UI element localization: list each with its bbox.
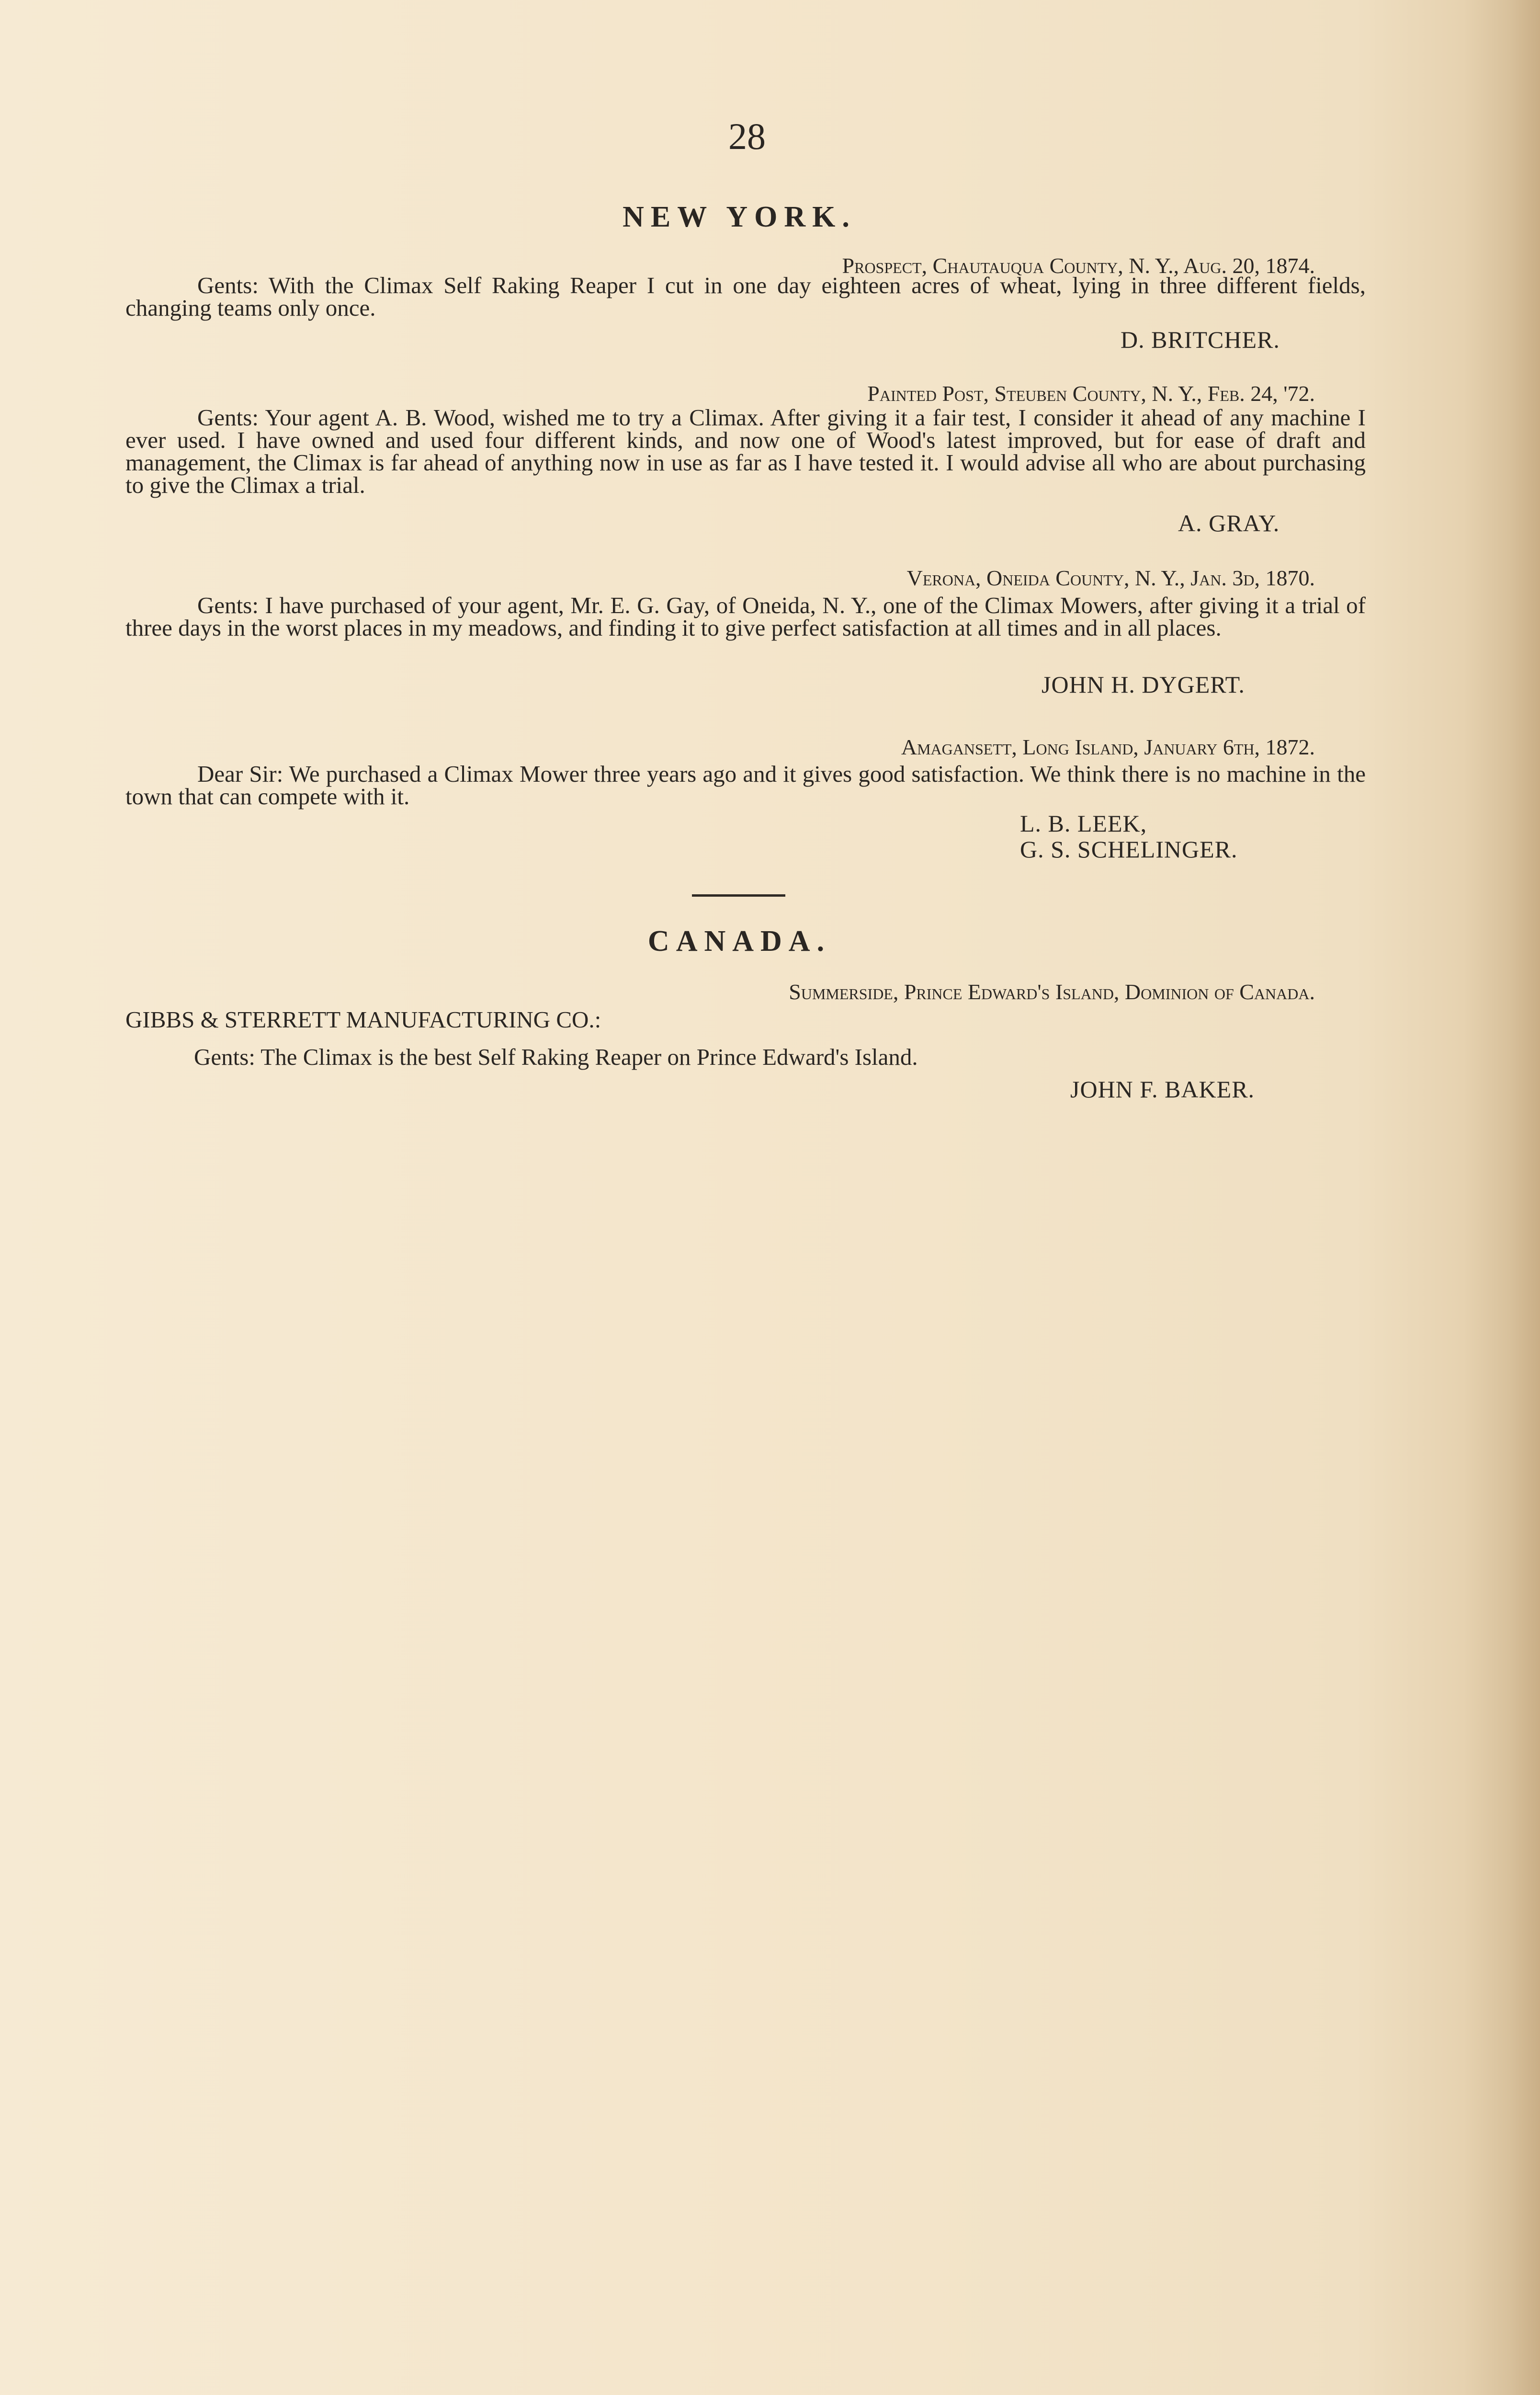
letter-text: Gents: I have purchased of your agent, Mr. E. G. Gay, of Oneida, N. Y., one of the Climax Mowers, after giving it a trial of three days in the worst places in my meadows, and finding it to give perfect satisfaction at all times and in all places. [125,592,1366,641]
signature-gray: A. GRAY. [1178,510,1280,536]
addressee: GIBBS & STERRETT MANUFACTURING CO.: [125,1006,601,1033]
dateline-prospect: Prospect, Chautauqua County, N. Y., Aug. 20, 1874. [842,253,1315,278]
letter-text: Gents: With the Climax Self Raking Reaper I cut in one day eighteen acres of wheat, lying in three different fields, changing teams only once. [125,272,1366,321]
letter-body-gray [125,406,1366,496]
signature-dygert: JOHN H. DYGERT. [1042,671,1245,698]
dateline-painted-post: Painted Post, Steuben County, N. Y., Feb. 24, '72. [867,381,1315,406]
signature-britcher: D. BRITCHER. [1121,326,1280,353]
page-number: 28 [728,115,766,157]
letter-body-britcher [125,274,1366,319]
section-heading-canada: CANADA. [647,925,831,958]
letter-text: Dear Sir: We purchased a Climax Mower three years ago and it gives good satisfaction. We think there is no machine in the town that can compete with it. [125,761,1366,810]
signature-leek: L. B. LEEK, [1020,810,1147,837]
signature-baker: JOHN F. BAKER. [1070,1076,1255,1103]
letter-body-dygert [125,594,1366,639]
dateline-amagansett: Amagansett, Long Island, January 6th, 1872. [901,735,1315,759]
dateline-summerside: Summerside, Prince Edward's Island, Dominion of Canada. [789,980,1315,1004]
section-heading-new-york: NEW YORK. [623,201,856,233]
signature-schelinger: G. S. SCHELINGER. [1020,836,1238,863]
dateline-verona: Verona, Oneida County, N. Y., Jan. 3d, 1870. [906,566,1315,590]
section-divider [692,894,785,897]
letter-text: Gents: Your agent A. B. Wood, wished me to try a Climax. After giving it a fair test, I consider it ahead of any machine I ever used. I have owned and used four different kinds, and now one of Wood's latest improved, but for ease of draft and management, the Climax is far ahead of anything now in use as far as I have tested it. I would advise all who are about purchasing to give the Climax a trial. [125,404,1366,498]
letter-body-leek [125,763,1366,808]
letter-body-baker: Gents: The Climax is the best Self Raking Reaper on Prince Edward's Island. [194,1044,918,1070]
